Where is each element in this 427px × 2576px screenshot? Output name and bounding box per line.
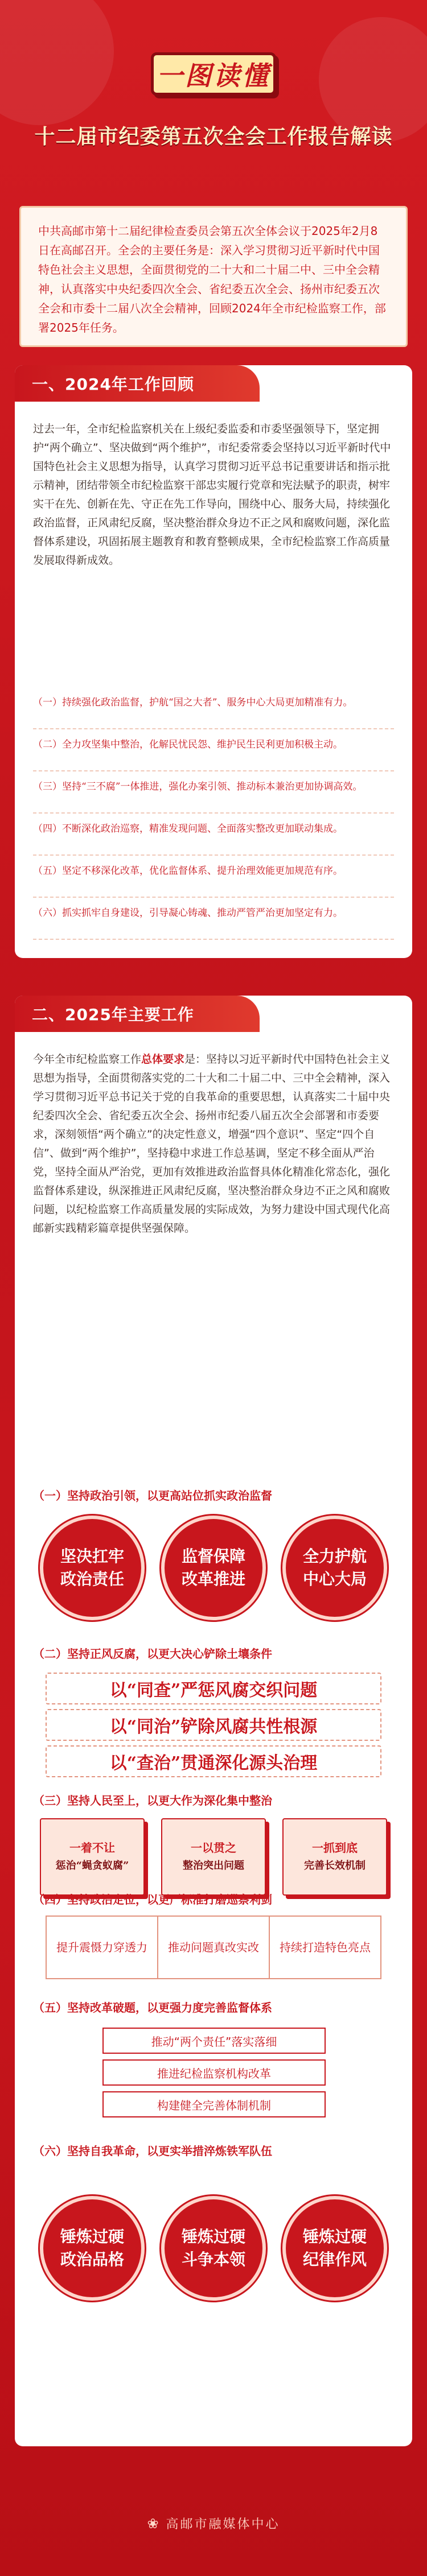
header-badge: 一图读懂 (151, 52, 276, 96)
item1-circle: 全力护航中心大局 (282, 1516, 387, 1620)
item6-heading: （六）坚持自我革命，以更实举措淬炼铁军队伍 (33, 2144, 272, 2158)
intro-card: 中共高邮市第十二届纪律检查委员会第五次全体会议于2025年2月8日在高邮召开。全会的主要任务是：深入学习贯彻习近平新时代中国特色社会主义思想，全面贯彻党的二十大和二十届二中、三中全会精神，认真落实中央纪委四次全会、省纪委五次全会、扬州市纪委五次全会和市委十二届八次全会精神，回顾2024年全市纪检监察工作，部署2025年任务。 (19, 206, 408, 347)
footer (0, 2515, 427, 2532)
item3-card-sub: 完善长效机制 (304, 1860, 366, 1872)
item5-heading: （五）坚持改革破题，以更强力度完善监督体系 (33, 2001, 272, 2014)
page-title: 十二届市纪委第五次全会工作报告解读 (34, 125, 393, 148)
item3-card-sub: 整治突出问题 (183, 1860, 244, 1872)
footer-text: 高邮市融媒体中心 (166, 2517, 280, 2532)
media-logo-icon: ❀ (147, 2516, 161, 2532)
section1-bullets (33, 695, 394, 948)
item6-circle: 锤炼过硬斗争本领 (161, 2196, 266, 2301)
item2-slogan: 以“查治”贯通深化源头治理 (46, 1745, 381, 1777)
item3-card (161, 1818, 266, 1896)
item2-slogan: 以“同查”严惩风腐交织问题 (46, 1673, 381, 1704)
section1-title: 一、2024年工作回顾 (15, 365, 260, 402)
item3-heading: （三）坚持人民至上，以更大作为深化集中整治 (33, 1794, 272, 1807)
list-item: （五）坚定不移深化改革，优化监督体系、提升治理效能更加规范有序。 (33, 864, 394, 898)
list-item: （一）持续强化政治监督，护航“国之大者”、服务中心大局更加精准有力。 (33, 695, 394, 729)
list-item: （二）全力攻坚集中整治，化解民忧民怨、维护民生民利更加积极主动。 (33, 737, 394, 771)
item4-cell: 推动问题真改实改 (158, 1917, 270, 1978)
item1-circle: 坚决扛牢政治责任 (40, 1516, 145, 1620)
item5-pill: 构建健全完善体制机制 (102, 2091, 326, 2117)
item3-card-title: 一抓到底 (312, 1841, 358, 1855)
item4-grid (46, 1916, 381, 1979)
section2-body-text: 是：坚持以习近平新时代中国特色社会主义思想为指导，全面贯彻落实党的二十大和二十届二中、三中全会精神，深入学习贯彻习近平总书记关于党的自我革命的重要思想，认真落实二十届中央纪委四次全会、省纪委五次全会、扬州市纪委八届五次全会部署和市委要求，深刻领悟“两个确立”的决定性意义，增强“四个意识”、坚定“四个自信”、做到“两个维护”，坚持稳中求进工作总基调，坚定不移全面从严治党，坚持全面从严治党，更加有效推进政治监督具体化精准化常态化，强化监督体系建设，纵深推进正风肃纪反腐，坚决整治群众身边不正之风和腐败问题，以纪检监察工作高质量发展的实际成效，为努力建设中国式现代化高邮新实践精彩篇章提供坚强保障。 (33, 1053, 391, 1235)
list-item: （三）坚持“三不腐”一体推进，强化办案引领、推动标本兼治更加协调高效。 (33, 779, 394, 814)
section1-body: 过去一年，全市纪检监察机关在上级纪委监委和市委坚强领导下，坚定拥护“两个确立”、坚决做到“两个维护”，市纪委常委会坚持以习近平新时代中国特色社会主义思想为指导，认真学习贯彻习近平总书记重要讲话和指示批示精神，团结带领全市纪检监察干部忠实履行党章和宪法赋予的职责，树牢实干在先、创新在先、守正在先工作导向，围绕中心、服务大局，持续强化政治监督，正风肃纪反腐，坚决整治群众身边不正之风和腐败问题，深化监督体系建设，巩固拓展主题教育和教育整顿成果，全市纪检监察工作高质量发展取得新成效。 (33, 423, 391, 567)
item4-cell: 提升震慑力穿透力 (47, 1917, 158, 1978)
item1-heading: （一）坚持政治引领，以更高站位抓实政治监督 (33, 1489, 272, 1502)
item6-circle: 锤炼过硬纪律作风 (282, 2196, 387, 2301)
header (0, 0, 427, 188)
item1-circle: 监督保障改革推进 (161, 1516, 266, 1620)
item3-card-sub: 惩治“蝇贪蚁腐” (55, 1860, 129, 1872)
item3-card-title: 一以贯之 (191, 1841, 236, 1855)
item4-heading: （四）坚持政治定位，以更严标准打磨巡察利剑 (33, 1893, 272, 1906)
item5-pill: 推进纪检监察机构改革 (102, 2059, 326, 2086)
list-item: （四）不断深化政治巡察，精准发现问题、全面落实整改更加联动集成。 (33, 821, 394, 856)
list-item: （六）抓实抓牢自身建设，引导凝心铸魂、推动严管严治更加坚定有力。 (33, 906, 394, 940)
section2-body (33, 1050, 394, 1238)
item6-circle: 锤炼过硬政治品格 (40, 2196, 145, 2301)
section2-lead: 今年全市纪检监察工作 (33, 1053, 142, 1066)
item2-slogan: 以“同治”铲除风腐共性根源 (46, 1709, 381, 1741)
section2-title: 二、2025年主要工作 (15, 996, 260, 1032)
item4-cell: 持续打造特色亮点 (280, 1941, 371, 1954)
item3-card (40, 1818, 145, 1896)
item5-pill: 推动“两个责任”落实落细 (102, 2028, 326, 2054)
section2-lead-emphasis: 总体要求 (141, 1053, 185, 1066)
item2-heading: （二）坚持正风反腐，以更大决心铲除土壤条件 (33, 1647, 272, 1661)
item3-card (282, 1818, 387, 1896)
item3-card-title: 一着不让 (69, 1841, 115, 1855)
